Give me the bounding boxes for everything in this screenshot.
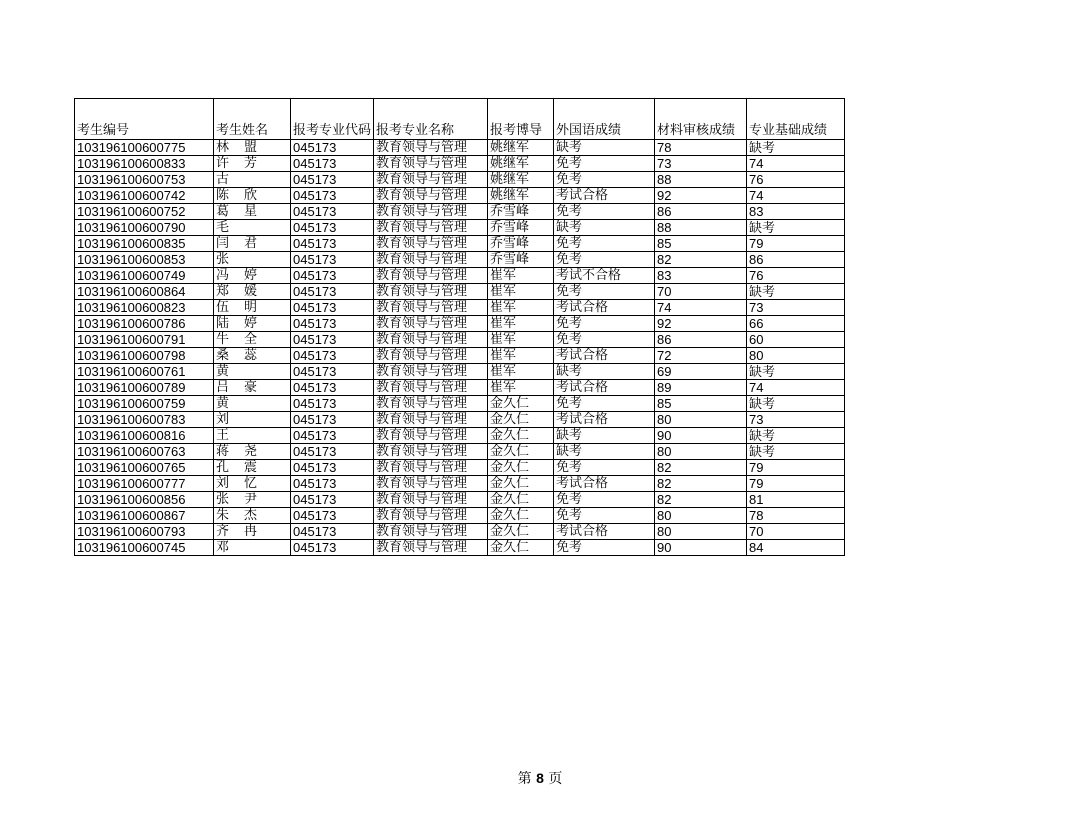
cell-candidate-name: 王 bbox=[214, 428, 291, 444]
cell-major-name: 教育领导与管理 bbox=[374, 460, 488, 476]
cell-material-review-score: 86 bbox=[655, 204, 747, 220]
cell-major-name: 教育领导与管理 bbox=[374, 300, 488, 316]
header-row bbox=[75, 99, 845, 140]
cell-candidate-id: 103196100600833 bbox=[75, 156, 214, 172]
cell-material-review-score: 80 bbox=[655, 524, 747, 540]
cell-major-name: 教育领导与管理 bbox=[374, 140, 488, 156]
cell-material-review-score: 92 bbox=[655, 316, 747, 332]
cell-material-review-score: 80 bbox=[655, 412, 747, 428]
cell-candidate-id: 103196100600753 bbox=[75, 172, 214, 188]
table-row bbox=[75, 188, 845, 204]
cell-major-code: 045173 bbox=[291, 236, 374, 252]
header-supervisor: 报考博导 bbox=[488, 99, 554, 140]
cell-material-review-score: 69 bbox=[655, 364, 747, 380]
table-row bbox=[75, 316, 845, 332]
cell-major-code: 045173 bbox=[291, 380, 374, 396]
cell-major-name: 教育领导与管理 bbox=[374, 476, 488, 492]
cell-candidate-name: 黄 bbox=[214, 364, 291, 380]
table-row bbox=[75, 348, 845, 364]
header-material-review-score: 材料审核成绩 bbox=[655, 99, 747, 140]
cell-foreign-language-score: 缺考 bbox=[554, 444, 655, 460]
cell-material-review-score: 82 bbox=[655, 492, 747, 508]
cell-candidate-name: 伍 明 bbox=[214, 300, 291, 316]
cell-professional-basis-score: 78 bbox=[747, 508, 845, 524]
cell-supervisor: 乔雪峰 bbox=[488, 220, 554, 236]
cell-major-name: 教育领导与管理 bbox=[374, 444, 488, 460]
cell-major-code: 045173 bbox=[291, 348, 374, 364]
page-footer bbox=[0, 768, 1080, 788]
cell-major-code: 045173 bbox=[291, 252, 374, 268]
cell-candidate-id: 103196100600752 bbox=[75, 204, 214, 220]
cell-major-code: 045173 bbox=[291, 268, 374, 284]
cell-material-review-score: 89 bbox=[655, 380, 747, 396]
cell-candidate-id: 103196100600761 bbox=[75, 364, 214, 380]
cell-candidate-name: 邓 bbox=[214, 540, 291, 556]
cell-supervisor: 姚继军 bbox=[488, 188, 554, 204]
header-candidate-name: 考生姓名 bbox=[214, 99, 291, 140]
cell-professional-basis-score: 81 bbox=[747, 492, 845, 508]
cell-foreign-language-score: 免考 bbox=[554, 236, 655, 252]
cell-supervisor: 金久仁 bbox=[488, 428, 554, 444]
cell-foreign-language-score: 缺考 bbox=[554, 140, 655, 156]
cell-foreign-language-score: 考试合格 bbox=[554, 476, 655, 492]
cell-material-review-score: 78 bbox=[655, 140, 747, 156]
table-row bbox=[75, 364, 845, 380]
cell-candidate-name: 许 芳 bbox=[214, 156, 291, 172]
cell-candidate-name: 郑 媛 bbox=[214, 284, 291, 300]
cell-professional-basis-score: 缺考 bbox=[747, 284, 845, 300]
table-row bbox=[75, 204, 845, 220]
cell-candidate-name: 冯 婷 bbox=[214, 268, 291, 284]
cell-major-name: 教育领导与管理 bbox=[374, 428, 488, 444]
table-row bbox=[75, 236, 845, 252]
cell-supervisor: 崔军 bbox=[488, 364, 554, 380]
cell-professional-basis-score: 76 bbox=[747, 268, 845, 284]
cell-candidate-id: 103196100600775 bbox=[75, 140, 214, 156]
cell-material-review-score: 74 bbox=[655, 300, 747, 316]
cell-professional-basis-score: 74 bbox=[747, 188, 845, 204]
cell-candidate-name: 陈 欣 bbox=[214, 188, 291, 204]
header-foreign-language-score: 外国语成绩 bbox=[554, 99, 655, 140]
cell-major-code: 045173 bbox=[291, 172, 374, 188]
table-row bbox=[75, 140, 845, 156]
cell-foreign-language-score: 免考 bbox=[554, 156, 655, 172]
cell-major-code: 045173 bbox=[291, 524, 374, 540]
cell-candidate-id: 103196100600856 bbox=[75, 492, 214, 508]
header-major-code: 报考专业代码 bbox=[291, 99, 374, 140]
cell-foreign-language-score: 考试合格 bbox=[554, 188, 655, 204]
cell-foreign-language-score: 免考 bbox=[554, 316, 655, 332]
cell-supervisor: 崔军 bbox=[488, 316, 554, 332]
table-row bbox=[75, 284, 845, 300]
cell-major-name: 教育领导与管理 bbox=[374, 204, 488, 220]
table-row bbox=[75, 460, 845, 476]
cell-foreign-language-score: 免考 bbox=[554, 540, 655, 556]
cell-foreign-language-score: 免考 bbox=[554, 460, 655, 476]
cell-major-name: 教育领导与管理 bbox=[374, 268, 488, 284]
cell-professional-basis-score: 66 bbox=[747, 316, 845, 332]
page-footer-suffix: 页 bbox=[548, 771, 563, 787]
cell-material-review-score: 90 bbox=[655, 428, 747, 444]
cell-foreign-language-score: 缺考 bbox=[554, 364, 655, 380]
table-row bbox=[75, 252, 845, 268]
cell-major-name: 教育领导与管理 bbox=[374, 172, 488, 188]
header-professional-basis-score: 专业基础成绩 bbox=[747, 99, 845, 140]
cell-candidate-id: 103196100600745 bbox=[75, 540, 214, 556]
table-row bbox=[75, 332, 845, 348]
cell-major-code: 045173 bbox=[291, 364, 374, 380]
cell-candidate-name: 齐 冉 bbox=[214, 524, 291, 540]
table-row bbox=[75, 428, 845, 444]
cell-major-name: 教育领导与管理 bbox=[374, 236, 488, 252]
table-row bbox=[75, 492, 845, 508]
cell-foreign-language-score: 考试合格 bbox=[554, 380, 655, 396]
page-number: 8 bbox=[536, 770, 544, 786]
cell-major-name: 教育领导与管理 bbox=[374, 332, 488, 348]
cell-supervisor: 崔军 bbox=[488, 332, 554, 348]
cell-major-code: 045173 bbox=[291, 508, 374, 524]
cell-supervisor: 姚继军 bbox=[488, 140, 554, 156]
cell-foreign-language-score: 免考 bbox=[554, 508, 655, 524]
cell-candidate-id: 103196100600790 bbox=[75, 220, 214, 236]
cell-candidate-name: 刘 忆 bbox=[214, 476, 291, 492]
cell-candidate-name: 朱 杰 bbox=[214, 508, 291, 524]
cell-professional-basis-score: 缺考 bbox=[747, 396, 845, 412]
cell-candidate-id: 103196100600749 bbox=[75, 268, 214, 284]
cell-candidate-id: 103196100600742 bbox=[75, 188, 214, 204]
table-row bbox=[75, 412, 845, 428]
cell-major-code: 045173 bbox=[291, 220, 374, 236]
cell-major-code: 045173 bbox=[291, 540, 374, 556]
cell-candidate-id: 103196100600759 bbox=[75, 396, 214, 412]
cell-professional-basis-score: 76 bbox=[747, 172, 845, 188]
cell-supervisor: 金久仁 bbox=[488, 524, 554, 540]
cell-material-review-score: 83 bbox=[655, 268, 747, 284]
cell-supervisor: 崔军 bbox=[488, 348, 554, 364]
cell-candidate-id: 103196100600789 bbox=[75, 380, 214, 396]
cell-foreign-language-score: 免考 bbox=[554, 396, 655, 412]
cell-candidate-name: 孔 震 bbox=[214, 460, 291, 476]
header-major-name: 报考专业名称 bbox=[374, 99, 488, 140]
cell-major-name: 教育领导与管理 bbox=[374, 540, 488, 556]
table-row bbox=[75, 396, 845, 412]
cell-major-code: 045173 bbox=[291, 396, 374, 412]
cell-material-review-score: 85 bbox=[655, 236, 747, 252]
cell-foreign-language-score: 免考 bbox=[554, 204, 655, 220]
cell-professional-basis-score: 74 bbox=[747, 380, 845, 396]
cell-candidate-id: 103196100600765 bbox=[75, 460, 214, 476]
cell-candidate-name: 林 盟 bbox=[214, 140, 291, 156]
cell-professional-basis-score: 73 bbox=[747, 300, 845, 316]
cell-material-review-score: 82 bbox=[655, 476, 747, 492]
cell-professional-basis-score: 缺考 bbox=[747, 364, 845, 380]
cell-foreign-language-score: 考试不合格 bbox=[554, 268, 655, 284]
cell-candidate-name: 葛 星 bbox=[214, 204, 291, 220]
cell-material-review-score: 70 bbox=[655, 284, 747, 300]
cell-supervisor: 乔雪峰 bbox=[488, 236, 554, 252]
cell-professional-basis-score: 70 bbox=[747, 524, 845, 540]
cell-supervisor: 金久仁 bbox=[488, 492, 554, 508]
cell-candidate-name: 黄 bbox=[214, 396, 291, 412]
cell-candidate-name: 牛 全 bbox=[214, 332, 291, 348]
cell-major-code: 045173 bbox=[291, 204, 374, 220]
cell-material-review-score: 82 bbox=[655, 252, 747, 268]
cell-major-code: 045173 bbox=[291, 284, 374, 300]
cell-candidate-name: 张 尹 bbox=[214, 492, 291, 508]
header-candidate-id: 考生编号 bbox=[75, 99, 214, 140]
cell-candidate-id: 103196100600793 bbox=[75, 524, 214, 540]
cell-candidate-id: 103196100600823 bbox=[75, 300, 214, 316]
cell-candidate-name: 桑 蕊 bbox=[214, 348, 291, 364]
cell-candidate-name: 闫 君 bbox=[214, 236, 291, 252]
cell-major-name: 教育领导与管理 bbox=[374, 524, 488, 540]
cell-professional-basis-score: 73 bbox=[747, 412, 845, 428]
cell-professional-basis-score: 79 bbox=[747, 236, 845, 252]
cell-candidate-id: 103196100600783 bbox=[75, 412, 214, 428]
cell-foreign-language-score: 缺考 bbox=[554, 220, 655, 236]
cell-candidate-id: 103196100600798 bbox=[75, 348, 214, 364]
cell-major-code: 045173 bbox=[291, 188, 374, 204]
cell-candidate-name: 古 bbox=[214, 172, 291, 188]
cell-major-name: 教育领导与管理 bbox=[374, 252, 488, 268]
cell-major-code: 045173 bbox=[291, 332, 374, 348]
cell-major-code: 045173 bbox=[291, 300, 374, 316]
table-row bbox=[75, 508, 845, 524]
cell-major-name: 教育领导与管理 bbox=[374, 156, 488, 172]
cell-candidate-name: 吕 豪 bbox=[214, 380, 291, 396]
cell-major-name: 教育领导与管理 bbox=[374, 508, 488, 524]
cell-major-name: 教育领导与管理 bbox=[374, 220, 488, 236]
cell-supervisor: 金久仁 bbox=[488, 460, 554, 476]
cell-foreign-language-score: 免考 bbox=[554, 332, 655, 348]
cell-material-review-score: 88 bbox=[655, 172, 747, 188]
cell-supervisor: 金久仁 bbox=[488, 540, 554, 556]
cell-material-review-score: 85 bbox=[655, 396, 747, 412]
cell-professional-basis-score: 60 bbox=[747, 332, 845, 348]
cell-candidate-id: 103196100600864 bbox=[75, 284, 214, 300]
cell-foreign-language-score: 免考 bbox=[554, 284, 655, 300]
cell-candidate-id: 103196100600853 bbox=[75, 252, 214, 268]
cell-professional-basis-score: 缺考 bbox=[747, 140, 845, 156]
cell-major-code: 045173 bbox=[291, 492, 374, 508]
cell-professional-basis-score: 84 bbox=[747, 540, 845, 556]
table-row bbox=[75, 220, 845, 236]
cell-candidate-name: 陆 婷 bbox=[214, 316, 291, 332]
cell-candidate-name: 蒋 尧 bbox=[214, 444, 291, 460]
cell-candidate-id: 103196100600763 bbox=[75, 444, 214, 460]
table-row bbox=[75, 156, 845, 172]
cell-foreign-language-score: 免考 bbox=[554, 492, 655, 508]
cell-professional-basis-score: 83 bbox=[747, 204, 845, 220]
cell-foreign-language-score: 考试合格 bbox=[554, 524, 655, 540]
cell-material-review-score: 72 bbox=[655, 348, 747, 364]
cell-major-code: 045173 bbox=[291, 316, 374, 332]
cell-major-name: 教育领导与管理 bbox=[374, 396, 488, 412]
cell-major-name: 教育领导与管理 bbox=[374, 492, 488, 508]
cell-material-review-score: 80 bbox=[655, 444, 747, 460]
cell-material-review-score: 88 bbox=[655, 220, 747, 236]
page-footer-prefix: 第 bbox=[517, 771, 532, 787]
cell-major-name: 教育领导与管理 bbox=[374, 284, 488, 300]
cell-major-code: 045173 bbox=[291, 476, 374, 492]
cell-professional-basis-score: 74 bbox=[747, 156, 845, 172]
cell-candidate-id: 103196100600867 bbox=[75, 508, 214, 524]
cell-foreign-language-score: 缺考 bbox=[554, 428, 655, 444]
cell-foreign-language-score: 免考 bbox=[554, 172, 655, 188]
cell-supervisor: 乔雪峰 bbox=[488, 252, 554, 268]
cell-major-code: 045173 bbox=[291, 412, 374, 428]
cell-professional-basis-score: 80 bbox=[747, 348, 845, 364]
cell-major-name: 教育领导与管理 bbox=[374, 364, 488, 380]
table-header bbox=[75, 99, 845, 140]
cell-major-code: 045173 bbox=[291, 460, 374, 476]
cell-supervisor: 金久仁 bbox=[488, 412, 554, 428]
table-row bbox=[75, 172, 845, 188]
cell-supervisor: 崔军 bbox=[488, 300, 554, 316]
cell-foreign-language-score: 免考 bbox=[554, 252, 655, 268]
cell-material-review-score: 86 bbox=[655, 332, 747, 348]
cell-major-name: 教育领导与管理 bbox=[374, 412, 488, 428]
cell-material-review-score: 92 bbox=[655, 188, 747, 204]
table-row bbox=[75, 268, 845, 284]
cell-foreign-language-score: 考试合格 bbox=[554, 300, 655, 316]
cell-professional-basis-score: 缺考 bbox=[747, 428, 845, 444]
cell-supervisor: 崔军 bbox=[488, 380, 554, 396]
cell-candidate-name: 刘 bbox=[214, 412, 291, 428]
table-row bbox=[75, 380, 845, 396]
cell-supervisor: 崔军 bbox=[488, 284, 554, 300]
cell-major-name: 教育领导与管理 bbox=[374, 188, 488, 204]
cell-supervisor: 乔雪峰 bbox=[488, 204, 554, 220]
cell-candidate-name: 张 bbox=[214, 252, 291, 268]
cell-candidate-id: 103196100600816 bbox=[75, 428, 214, 444]
cell-major-code: 045173 bbox=[291, 140, 374, 156]
cell-supervisor: 崔军 bbox=[488, 268, 554, 284]
cell-supervisor: 金久仁 bbox=[488, 396, 554, 412]
cell-foreign-language-score: 考试合格 bbox=[554, 412, 655, 428]
cell-material-review-score: 82 bbox=[655, 460, 747, 476]
cell-supervisor: 金久仁 bbox=[488, 508, 554, 524]
cell-material-review-score: 90 bbox=[655, 540, 747, 556]
table-row bbox=[75, 476, 845, 492]
table-body bbox=[75, 140, 845, 556]
cell-supervisor: 金久仁 bbox=[488, 476, 554, 492]
cell-major-name: 教育领导与管理 bbox=[374, 348, 488, 364]
cell-professional-basis-score: 79 bbox=[747, 460, 845, 476]
cell-professional-basis-score: 79 bbox=[747, 476, 845, 492]
cell-candidate-name: 毛 bbox=[214, 220, 291, 236]
cell-major-name: 教育领导与管理 bbox=[374, 316, 488, 332]
cell-foreign-language-score: 考试合格 bbox=[554, 348, 655, 364]
cell-professional-basis-score: 缺考 bbox=[747, 220, 845, 236]
cell-candidate-id: 103196100600786 bbox=[75, 316, 214, 332]
cell-professional-basis-score: 缺考 bbox=[747, 444, 845, 460]
cell-candidate-id: 103196100600777 bbox=[75, 476, 214, 492]
cell-major-code: 045173 bbox=[291, 428, 374, 444]
cell-supervisor: 金久仁 bbox=[488, 444, 554, 460]
table-row bbox=[75, 300, 845, 316]
cell-candidate-id: 103196100600791 bbox=[75, 332, 214, 348]
cell-professional-basis-score: 86 bbox=[747, 252, 845, 268]
table-row bbox=[75, 444, 845, 460]
cell-material-review-score: 73 bbox=[655, 156, 747, 172]
cell-major-name: 教育领导与管理 bbox=[374, 380, 488, 396]
cell-candidate-id: 103196100600835 bbox=[75, 236, 214, 252]
score-table bbox=[74, 98, 845, 556]
table-row bbox=[75, 524, 845, 540]
cell-major-code: 045173 bbox=[291, 156, 374, 172]
cell-supervisor: 姚继军 bbox=[488, 172, 554, 188]
cell-major-code: 045173 bbox=[291, 444, 374, 460]
table-row bbox=[75, 540, 845, 556]
cell-supervisor: 姚继军 bbox=[488, 156, 554, 172]
cell-material-review-score: 80 bbox=[655, 508, 747, 524]
